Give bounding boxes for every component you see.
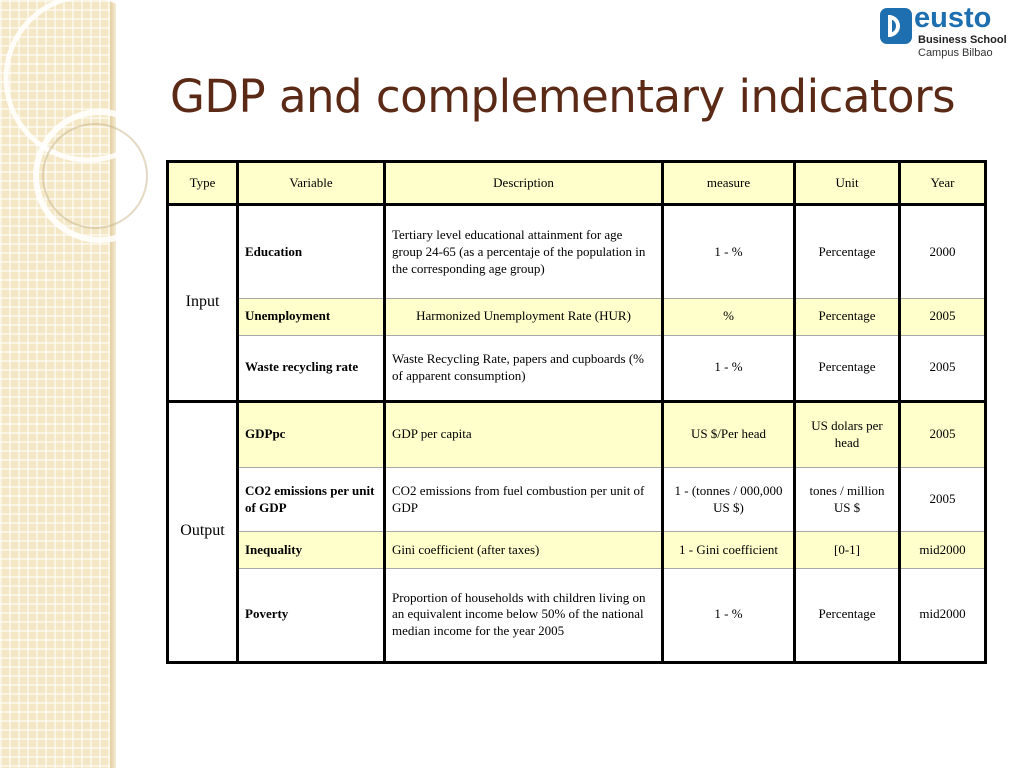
table-row — [168, 401, 986, 467]
measure-cell: 1 - % — [663, 568, 795, 662]
variable-cell: GDPpc — [238, 401, 385, 467]
type-cell-output: Output — [168, 401, 238, 662]
table-header-row — [168, 162, 986, 205]
logo-wordmark: eusto — [914, 2, 992, 34]
header-measure: measure — [663, 162, 795, 205]
unit-cell: US dolars per head — [795, 401, 900, 467]
description-cell: Waste Recycling Rate, papers and cupboards (% of apparent consumption) — [385, 335, 663, 401]
header-type: Type — [168, 162, 238, 205]
measure-cell: 1 - Gini coefficient — [663, 532, 795, 568]
table-row — [168, 299, 986, 335]
header-variable: Variable — [238, 162, 385, 205]
table-row — [168, 467, 986, 531]
year-cell: mid2000 — [900, 532, 986, 568]
unit-cell: tones / million US $ — [795, 467, 900, 531]
table-row — [168, 568, 986, 662]
description-cell: Tertiary level educational attainment for age group 24-65 (as a percentaje of the population in the corresponding age group) — [385, 205, 663, 299]
type-cell-input: Input — [168, 205, 238, 402]
table-row — [168, 532, 986, 568]
decorative-circles — [0, 0, 180, 340]
header-year: Year — [900, 162, 986, 205]
variable-cell: Unemployment — [238, 299, 385, 335]
measure-cell: 1 - % — [663, 335, 795, 401]
variable-cell: Poverty — [238, 568, 385, 662]
unit-cell: Percentage — [795, 205, 900, 299]
header-unit: Unit — [795, 162, 900, 205]
unit-cell: Percentage — [795, 299, 900, 335]
unit-cell: Percentage — [795, 335, 900, 401]
year-cell: 2005 — [900, 299, 986, 335]
measure-cell: 1 - (tonnes / 000,000 US $) — [663, 467, 795, 531]
logo-subtitle-campus: Campus Bilbao — [918, 47, 993, 59]
year-cell: 2005 — [900, 467, 986, 531]
variable-cell: CO2 emissions per unit of GDP — [238, 467, 385, 531]
unit-cell: [0-1] — [795, 532, 900, 568]
description-cell: Gini coefficient (after taxes) — [385, 532, 663, 568]
description-cell: Proportion of households with children living on an equivalent income below 50% of the national median income for the year 2005 — [385, 568, 663, 662]
table-row — [168, 205, 986, 299]
description-cell: Harmonized Unemployment Rate (HUR) — [385, 299, 663, 335]
description-cell: GDP per capita — [385, 401, 663, 467]
year-cell: 2000 — [900, 205, 986, 299]
year-cell: 2005 — [900, 401, 986, 467]
variable-cell: Education — [238, 205, 385, 299]
description-cell: CO2 emissions from fuel combustion per unit of GDP — [385, 467, 663, 531]
measure-cell: 1 - % — [663, 205, 795, 299]
measure-cell: US $/Per head — [663, 401, 795, 467]
unit-cell: Percentage — [795, 568, 900, 662]
logo-subtitle-school: Business School — [918, 34, 1007, 46]
header-description: Description — [385, 162, 663, 205]
variable-cell: Inequality — [238, 532, 385, 568]
measure-cell: % — [663, 299, 795, 335]
page-title: GDP and complementary indicators — [170, 70, 956, 123]
table-row — [168, 335, 986, 401]
variable-cell: Waste recycling rate — [238, 335, 385, 401]
year-cell: mid2000 — [900, 568, 986, 662]
year-cell: 2005 — [900, 335, 986, 401]
deusto-logo — [880, 2, 1016, 62]
deusto-logo-mark-icon — [880, 8, 912, 44]
indicators-table — [166, 160, 987, 664]
